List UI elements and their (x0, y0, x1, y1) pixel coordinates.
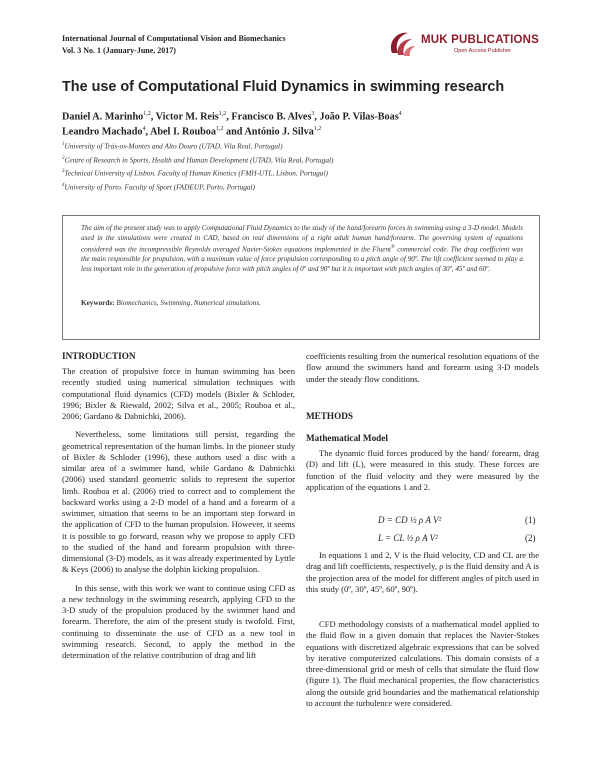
publisher-name: MUK PUBLICATIONS (421, 34, 539, 46)
author: Victor M. Reis (155, 111, 219, 123)
author-affiliation: 1,2 (313, 126, 322, 133)
equation-1-number: (1) (525, 515, 536, 525)
author-list: Daniel A. Marinho$^{1,2}$, Victor M. Reis$^{1,2}$, Francisco B. Alves$^3$, João P. Vilas-Boas$^4$ Leandro Machado$^4$, Abel I. Rouboa$^{1,2}$ and António J. Silva$^{1,2}$ (62, 111, 402, 138)
paragraph: CFD methodology consists of a mathematical model applied to the fluid flow in a given domain that replaces the Navier-Stokes equations with discretized algebraic expressions that can be solved by iterative computerized calculations. This domain consists of a three-dimensional grid or mesh of cells that simulate the fluid flow (figure 1). The fluid mechanical properties, the flow characteristics along the outside grid boundaries and the mathematical relationship to account the turbulence were considered. (306, 619, 539, 708)
section-heading-methods: METHODS (306, 411, 353, 421)
author: Leandro Machado (62, 126, 143, 138)
affiliation: $^4$University of Porto. Faculty of Sport (FADEUP, Porto, Portugal) (62, 182, 255, 192)
paper-title: The use of Computational Fluid Dynamics in swimming research (62, 79, 505, 95)
left-column (62, 366, 295, 661)
equation-1: D = CD ½ ρ A V² (378, 515, 442, 525)
author-affiliation: 4 (142, 126, 146, 133)
right-column-intro (306, 351, 539, 385)
author-affiliation: 3 (311, 111, 315, 117)
equation-2: L = CL ½ ρ A V² (378, 533, 438, 543)
author-affiliation: 1,2 (215, 126, 224, 133)
author: Daniel A. Marinho (62, 111, 144, 123)
author-affiliation: 4 (398, 111, 402, 117)
paragraph-block (306, 619, 539, 709)
abstract-text: The aim of the present study was to apply Computational Fluid Dynamics to the study of the hand/forearm forces in swimming using a 3-D model. Models used in the simulations were created in CAD, based on real dimensions of a right adult human hand/forearm. The governing system of equations considered was the incompressible Reynolds averaged Navier-Stokes equations implemented in the Fluent® commercial code. The drag coefficient was the main responsible for propulsion, with a maximum value of force propulsion corresponding to a pitch angle of 90º. The lift coefficient seemed to play a less important role in the generation of propulsive force with pitch angles of 0º and 90º but it is important with pitch angles of 30º, 45º and 60º. (81, 224, 523, 273)
publisher-logo-icon (384, 25, 424, 65)
publisher-tagline: Open Access Publisher (454, 48, 511, 54)
keywords: Keywords: Biomechanics, Swimming, Numerical simulations. (81, 299, 261, 307)
equation-2-number: (2) (525, 533, 536, 543)
author: Abel I. Rouboa (150, 126, 216, 138)
author: Francisco B. Alves (231, 111, 312, 123)
keywords-label: Keywords: (81, 299, 115, 307)
paragraph: The dynamic fluid forces produced by the hand/ forearm, drag (D) and lift (L), were measured in this study. These forces are function of the fluid velocity and they were measured by the application of the equations 1 and 2. (306, 448, 539, 492)
paragraph-block (306, 550, 539, 595)
affiliation: $^3$Technical University of Lisbon. Faculty of Human Kinetics (FMH-UTL, Lisbon, Portugal) (62, 168, 328, 178)
paragraph: In equations 1 and 2, V is the fluid velocity, CD and CL are the drag and lift coefficients, respectively, ρ is the fluid density and A is the projection area of the model for different angles of pitch used in this study (0º, 30º, 45º, 60º, 90º). (306, 550, 539, 594)
affiliation: $^2$Centre of Research in Sports, Health and Human Development (UTAD, Vila Real, Portugal) (62, 155, 334, 165)
paragraph: In this sense, with this work we want to continue using CFD as a new technology in the swimming research, applying CFD to the 3-D study of the propulsion produced by the swimmer hand and forearm. Therefore, the aim of the present study is twofold. First, continuing to disseminate the use of CFD as a new tool in swimming research. Second, to apply the method in the determination of the relative contribution of drag and lift (62, 582, 295, 660)
author: António J. Silva (244, 126, 314, 138)
section-heading-introduction: INTRODUCTION (62, 351, 136, 361)
paragraph: coefficients resulting from the numerical resolution equations of the flow around the swimmers hand and forearm using 3-D models under the steady flow conditions. (306, 351, 539, 384)
paragraph-block (306, 448, 539, 493)
affiliation: $^1$University of Trás-os-Montes and Alto Douro (UTAD, Vila Real, Portugal) (62, 141, 283, 151)
paragraph: The creation of propulsive force in human swimming has been recently studied using numerical simulation techniques with computational fluid dynamics (CFD) models (Bixler & Schloder, 1996; Bixler & Riewald, 2002; Silva et al., 2005; Rouboa et al., 2006; Gardano & Dabnichki, 2006). (62, 366, 295, 421)
author: João P. Vilas-Boas (319, 111, 399, 123)
subsection-heading: Mathematical Model (306, 433, 388, 443)
author-affiliation: 1,2 (143, 111, 151, 117)
journal-volume: Vol. 3 No. 1 (January-June, 2017) (62, 46, 176, 55)
journal-name: International Journal of Computational Vision and Biomechanics (62, 34, 286, 43)
paragraph: Nevertheless, some limitations still persist, regarding the geometrical representation of the human limbs. In the pioneer study of Bixler & Schloder (1996), these authors used a disc with a similar area of a swimmer hand, while Gardano & Dabnichki (2006) used standard geometric solids to represent the superior limb. Rouboa et al. (2006) tried to correct and to complement the backward works using a 2-D model of a hand and a forearm of a swimmer, situation that seems to be an important step forward in the application of CFD to the human propulsion. However, it seems it is possible to go forward, reason why we propose to apply CFD to the studied of the hand and forearm propulsion with three-dimensional (3-D) models, as it was already experimented by Lyttle & Keys (2006) to analyse the dolphin kicking propulsion. (62, 429, 295, 575)
author-affiliation: 1,2 (218, 111, 227, 117)
